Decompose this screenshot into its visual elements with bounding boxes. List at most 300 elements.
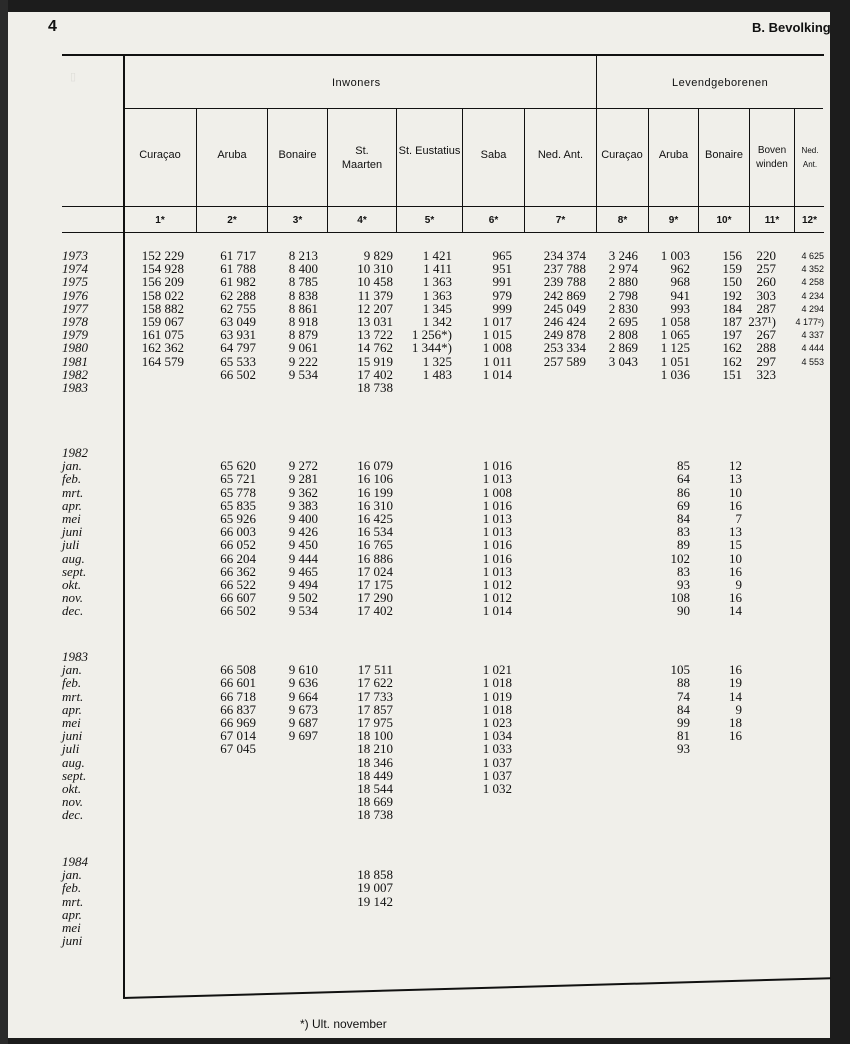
table-cell: 90 bbox=[677, 603, 690, 619]
table-cell: 66 362 bbox=[220, 563, 256, 579]
month-label: sept. bbox=[62, 563, 87, 579]
table-cell: 1 013 bbox=[482, 511, 512, 526]
table-cell: 18 346 bbox=[357, 754, 393, 770]
table-cell: 17 733 bbox=[357, 688, 393, 704]
table-cell: 246 424 bbox=[543, 314, 586, 329]
col-divider bbox=[196, 108, 197, 232]
table-cell: 63 049 bbox=[220, 314, 256, 329]
table-cell: 237 788 bbox=[543, 261, 586, 277]
table-cell: 9 534 bbox=[288, 603, 318, 619]
table-cell: 1 015 bbox=[482, 327, 512, 343]
monthly-1983-section bbox=[0, 650, 850, 830]
table-cell: 993 bbox=[670, 300, 690, 316]
table-cell: 3 043 bbox=[608, 353, 638, 369]
table-cell: 1 032 bbox=[482, 781, 512, 796]
monthly-1982-section bbox=[0, 446, 850, 626]
month-label: dec. bbox=[62, 603, 84, 619]
table-cell: 962 bbox=[670, 261, 690, 277]
table-cell: 7 bbox=[735, 511, 742, 526]
table-cell: 88 bbox=[677, 675, 690, 691]
table-cell: 93 bbox=[677, 741, 690, 757]
row-label: 1975 bbox=[62, 274, 88, 290]
table-cell: 162 362 bbox=[141, 340, 184, 356]
month-label: aug. bbox=[62, 550, 85, 566]
table-cell: 66 508 bbox=[220, 662, 256, 678]
table-cell: 303 bbox=[756, 287, 776, 303]
table-cell: 1 344*) bbox=[411, 340, 452, 356]
column-number: 1* bbox=[155, 215, 165, 226]
table-cell: 1 013 bbox=[482, 471, 512, 487]
table-cell: 66 607 bbox=[220, 590, 256, 606]
row-label: 1978 bbox=[62, 314, 88, 329]
month-label: apr. bbox=[62, 701, 82, 717]
table-cell: 1 008 bbox=[482, 340, 512, 356]
table-cell: 85 bbox=[677, 458, 690, 474]
table-cell: 9 362 bbox=[288, 484, 318, 500]
table-cell: 9 502 bbox=[288, 590, 318, 606]
col-divider bbox=[462, 108, 463, 232]
column-number: 8* bbox=[617, 215, 628, 226]
table-cell: 16 199 bbox=[357, 484, 393, 500]
table-cell: 18 bbox=[729, 715, 742, 730]
table-cell: 13 bbox=[729, 471, 742, 487]
table-cell: 999 bbox=[492, 300, 512, 316]
month-label: mrt. bbox=[62, 484, 84, 500]
row-label: 1980 bbox=[62, 340, 88, 356]
table-cell: 1 065 bbox=[660, 327, 690, 343]
table-cell: 941 bbox=[670, 287, 690, 303]
table-cell: 15 919 bbox=[357, 353, 393, 369]
table-cell: 16 886 bbox=[357, 550, 393, 566]
col-divider bbox=[396, 108, 397, 232]
table-cell: 9 829 bbox=[363, 248, 393, 263]
table-cell: 197 bbox=[722, 327, 742, 343]
table-cell: 9 bbox=[735, 701, 742, 717]
table-cell: 158 022 bbox=[141, 287, 184, 303]
table-cell: 65 835 bbox=[220, 497, 256, 513]
table-cell: 64 bbox=[677, 471, 690, 487]
table-cell: 8 918 bbox=[288, 314, 318, 329]
table-cell: 62 755 bbox=[220, 300, 256, 316]
table-cell: 10 bbox=[729, 484, 742, 500]
table-cell: 159 bbox=[722, 261, 742, 277]
col-divider bbox=[794, 108, 795, 232]
table-cell: 1 016 bbox=[482, 497, 512, 513]
table-cell: 1 008 bbox=[482, 484, 512, 500]
table-cell: 1 034 bbox=[482, 728, 512, 744]
table-cell: 158 882 bbox=[141, 300, 184, 316]
month-label: dec. bbox=[62, 807, 84, 823]
table-cell: 8 861 bbox=[288, 300, 318, 316]
table-cell: 10 bbox=[729, 550, 742, 566]
table-cell: 63 931 bbox=[220, 327, 256, 343]
table-cell: 1 016 bbox=[482, 458, 512, 474]
table-cell: 1 363 bbox=[422, 287, 452, 303]
table-cell: 9 673 bbox=[288, 701, 318, 717]
table-cell: 257 bbox=[756, 261, 776, 277]
table-cell: 1 003 bbox=[660, 248, 690, 263]
row-label: 1977 bbox=[62, 300, 88, 316]
table-cell: 1 016 bbox=[482, 537, 512, 553]
annual-section bbox=[0, 249, 850, 409]
month-label: juni bbox=[62, 933, 83, 949]
row-label: 1974 bbox=[62, 261, 88, 277]
table-cell: 1 051 bbox=[660, 353, 690, 369]
column-header: Bonaire bbox=[705, 149, 743, 161]
table-cell: 1 021 bbox=[482, 662, 512, 678]
table-cell: 4 444 bbox=[801, 343, 824, 354]
table-cell: 65 721 bbox=[220, 471, 256, 487]
table-cell: 83 bbox=[677, 524, 690, 540]
table-cell: 105 bbox=[670, 662, 690, 678]
table-cell: 239 788 bbox=[543, 274, 586, 290]
table-cell: 9 465 bbox=[288, 563, 318, 579]
section-year-label: 1984 bbox=[62, 854, 88, 869]
month-label: feb. bbox=[62, 675, 82, 691]
column-header: Boven winden bbox=[756, 145, 788, 170]
table-cell: 84 bbox=[677, 511, 690, 526]
table-cell: 9 610 bbox=[288, 662, 318, 678]
table-cell: 297 bbox=[756, 353, 776, 369]
header-bottom-rule bbox=[62, 206, 824, 207]
column-header: Curaçao bbox=[139, 149, 181, 161]
table-cell: 81 bbox=[677, 728, 690, 744]
table-cell: 8 785 bbox=[288, 274, 318, 290]
month-label: juli bbox=[62, 741, 80, 757]
table-cell: 1 325 bbox=[422, 353, 452, 369]
table-cell: 9 400 bbox=[288, 511, 318, 526]
table-cell: 4 294 bbox=[801, 303, 824, 314]
table-cell: 66 052 bbox=[220, 537, 256, 553]
col-divider bbox=[648, 108, 649, 232]
table-cell: 260 bbox=[756, 274, 776, 290]
table-cell: 8 213 bbox=[288, 248, 318, 263]
table-cell: 159 067 bbox=[141, 314, 184, 329]
table-cell: 1 411 bbox=[423, 261, 452, 277]
column-number: 11* bbox=[764, 215, 780, 226]
row-label: 1982 bbox=[62, 366, 88, 382]
table-cell: 4 177²) bbox=[795, 317, 824, 327]
table-cell: 968 bbox=[670, 274, 690, 290]
table-cell: 1 012 bbox=[482, 590, 512, 606]
column-number: 4* bbox=[357, 215, 367, 226]
table-cell: 14 bbox=[729, 688, 742, 704]
col-divider bbox=[524, 108, 525, 232]
month-label: mrt. bbox=[62, 893, 84, 909]
col-divider bbox=[698, 108, 699, 232]
column-number: 9* bbox=[668, 215, 679, 226]
table-cell: 86 bbox=[677, 484, 690, 500]
month-label: apr. bbox=[62, 497, 82, 513]
table-cell: 13 031 bbox=[357, 314, 393, 329]
month-label: okt. bbox=[62, 781, 82, 796]
month-label: jan. bbox=[62, 662, 82, 678]
table-cell: 66 601 bbox=[220, 675, 256, 691]
table-cell: 19 bbox=[729, 675, 742, 691]
table-cell: 979 bbox=[492, 287, 512, 303]
column-number: 2* bbox=[227, 215, 237, 226]
table-cell: 1 016 bbox=[482, 550, 512, 566]
table-cell: 237¹) bbox=[748, 314, 776, 329]
table-cell: 84 bbox=[677, 701, 690, 717]
table-cell: 18 210 bbox=[357, 741, 393, 757]
table-cell: 951 bbox=[492, 261, 512, 277]
table-cell: 66 522 bbox=[220, 577, 256, 592]
table-cell: 8 879 bbox=[288, 327, 318, 343]
table-cell: 66 502 bbox=[220, 366, 256, 382]
month-label: okt. bbox=[62, 577, 82, 592]
table-cell: 14 bbox=[729, 603, 742, 619]
table-cell: 3 246 bbox=[608, 248, 638, 263]
table-cell: 1 421 bbox=[422, 248, 452, 263]
column-header: Aruba bbox=[658, 149, 689, 161]
table-cell: 9 697 bbox=[288, 728, 318, 744]
table-cell: 61 788 bbox=[220, 261, 256, 277]
table-cell: 102 bbox=[670, 550, 690, 566]
month-label: juli bbox=[62, 537, 80, 553]
group-header-levendgeborenen: Levendgeborenen bbox=[672, 77, 769, 89]
table-cell: 17 511 bbox=[357, 662, 393, 678]
table-cell: 66 969 bbox=[220, 715, 256, 730]
month-label: mrt. bbox=[62, 688, 84, 704]
table-cell: 1 256*) bbox=[411, 327, 452, 343]
table-cell: 11 379 bbox=[357, 287, 393, 303]
table-cell: 1 363 bbox=[422, 274, 452, 290]
table-cell: 2 830 bbox=[608, 300, 638, 316]
table-cell: 8 838 bbox=[288, 287, 318, 303]
column-header: St. Maarten bbox=[341, 145, 383, 171]
table-cell: 17 402 bbox=[357, 366, 393, 382]
column-header: Aruba bbox=[217, 149, 247, 161]
table-cell: 1 019 bbox=[482, 688, 512, 704]
table-cell: 9 281 bbox=[288, 471, 318, 487]
month-label: nov. bbox=[62, 590, 84, 606]
column-number: 6* bbox=[488, 215, 499, 226]
table-cell: 1 037 bbox=[482, 767, 512, 783]
table-cell: 1 018 bbox=[482, 675, 512, 691]
month-label: mei bbox=[62, 715, 81, 730]
table-cell: 18 738 bbox=[357, 380, 393, 395]
table-cell: 257 589 bbox=[543, 353, 586, 369]
table-cell: 1 483 bbox=[422, 366, 452, 382]
table-cell: 17 975 bbox=[357, 715, 393, 730]
table-cell: 220 bbox=[756, 248, 776, 263]
table-cell: 4 625 bbox=[801, 251, 824, 261]
table-cell: 1 342 bbox=[422, 314, 452, 329]
table-cell: 2 798 bbox=[608, 287, 638, 303]
table-cell: 65 620 bbox=[220, 458, 256, 474]
table-cell: 64 797 bbox=[220, 340, 256, 356]
table-cell: 8 400 bbox=[288, 261, 318, 277]
table-cell: 4 352 bbox=[801, 264, 824, 275]
table-cell: 12 bbox=[729, 458, 742, 474]
table-cell: 192 bbox=[722, 287, 742, 303]
row-label: 1981 bbox=[62, 353, 88, 369]
table-cell: 253 334 bbox=[543, 340, 586, 356]
row-label: 1973 bbox=[62, 248, 88, 263]
table-cell: 108 bbox=[670, 590, 690, 606]
table-cell: 18 738 bbox=[357, 807, 393, 823]
col-divider bbox=[749, 108, 750, 232]
table-cell: 162 bbox=[722, 353, 742, 369]
table-cell: 9 383 bbox=[288, 497, 318, 513]
month-label: nov. bbox=[62, 794, 84, 810]
table-cell: 16 bbox=[729, 497, 742, 513]
table-cell: 162 bbox=[722, 340, 742, 356]
column-header: Ned. Ant. bbox=[537, 149, 584, 161]
table-cell: 14 762 bbox=[357, 340, 393, 356]
table-cell: 66 837 bbox=[220, 701, 256, 717]
table-cell: 184 bbox=[722, 300, 742, 316]
table-cell: 17 024 bbox=[357, 563, 393, 579]
table-cell: 65 926 bbox=[220, 511, 256, 526]
table-cell: 4 258 bbox=[801, 277, 824, 288]
month-label: mei bbox=[62, 920, 81, 935]
month-label: sept. bbox=[62, 767, 87, 783]
table-cell: 288 bbox=[756, 340, 776, 356]
table-cell: 2 808 bbox=[608, 327, 638, 343]
month-label: feb. bbox=[62, 471, 82, 487]
table-cell: 965 bbox=[492, 248, 512, 263]
row-label: 1979 bbox=[62, 327, 88, 343]
table-cell: 17 857 bbox=[357, 701, 393, 717]
table-cell: 234 374 bbox=[543, 248, 586, 263]
table-cell: 13 bbox=[729, 524, 742, 540]
table-top-rule bbox=[62, 54, 824, 56]
table-cell: 18 544 bbox=[357, 781, 393, 796]
table-cell: 2 695 bbox=[608, 314, 638, 329]
table-cell: 16 bbox=[729, 728, 742, 744]
table-cell: 151 bbox=[722, 366, 742, 382]
table-cell: 9 272 bbox=[288, 458, 318, 474]
colnum-rule bbox=[62, 232, 824, 233]
table-cell: 9 222 bbox=[288, 353, 318, 369]
table-cell: 9 494 bbox=[288, 577, 318, 592]
column-header: St. Eustatius bbox=[398, 145, 461, 157]
table-cell: 1 014 bbox=[482, 366, 512, 382]
month-label: jan. bbox=[62, 867, 82, 883]
table-cell: 9 bbox=[735, 577, 742, 592]
table-cell: 150 bbox=[722, 274, 742, 290]
table-cell: 67 014 bbox=[220, 728, 256, 744]
table-cell: 16 534 bbox=[357, 524, 393, 540]
table-cell: 13 722 bbox=[357, 327, 393, 343]
table-cell: 9 444 bbox=[288, 550, 318, 566]
table-cell: 65 533 bbox=[220, 353, 256, 369]
table-cell: 1 018 bbox=[482, 701, 512, 717]
table-cell: 1 012 bbox=[482, 577, 512, 592]
table-cell: 323 bbox=[756, 366, 776, 382]
table-cell: 1 058 bbox=[660, 314, 690, 329]
table-cell: 16 bbox=[729, 590, 742, 606]
table-cell: 93 bbox=[677, 577, 690, 592]
table-cell: 16 310 bbox=[357, 497, 393, 513]
table-cell: 66 718 bbox=[220, 688, 256, 704]
table-cell: 9 687 bbox=[288, 715, 318, 730]
table-cell: 161 075 bbox=[141, 327, 184, 343]
table-cell: 17 175 bbox=[357, 577, 393, 592]
table-cell: 4 553 bbox=[801, 356, 824, 367]
table-cell: 2 974 bbox=[608, 261, 638, 277]
table-cell: 1 011 bbox=[483, 353, 512, 369]
table-cell: 17 290 bbox=[357, 590, 393, 606]
table-cell: 16 765 bbox=[357, 537, 393, 553]
table-cell: 9 664 bbox=[288, 688, 318, 704]
table-cell: 242 869 bbox=[543, 287, 586, 303]
table-cell: 61 717 bbox=[220, 248, 256, 263]
month-label: apr. bbox=[62, 906, 82, 922]
group-divider bbox=[596, 56, 597, 232]
table-cell: 249 878 bbox=[543, 327, 586, 343]
table-cell: 267 bbox=[756, 327, 776, 343]
table-cell: 17 622 bbox=[357, 675, 393, 691]
table-cell: 16 079 bbox=[357, 458, 393, 474]
table-cell: 74 bbox=[677, 688, 690, 704]
column-number: 10* bbox=[716, 215, 732, 226]
table-cell: 66 204 bbox=[220, 550, 256, 566]
table-cell: 67 045 bbox=[220, 741, 256, 757]
section-year-label: 1983 bbox=[62, 649, 88, 664]
table-cell: 9 636 bbox=[288, 675, 318, 691]
table-cell: 1 014 bbox=[482, 603, 512, 619]
column-number: 5* bbox=[424, 215, 435, 226]
table-cell: 83 bbox=[677, 563, 690, 579]
table-cell: 66 502 bbox=[220, 603, 256, 619]
table-cell: 17 402 bbox=[357, 603, 393, 619]
table-cell: 156 209 bbox=[141, 274, 184, 290]
table-cell: 1 023 bbox=[482, 715, 512, 730]
column-number: 7* bbox=[555, 215, 566, 226]
table-cell: 1 013 bbox=[482, 563, 512, 579]
table-cell: 1 033 bbox=[482, 741, 512, 757]
table-cell: 16 bbox=[729, 563, 742, 579]
table-cell: 15 bbox=[729, 537, 742, 553]
table-cell: 9 061 bbox=[288, 340, 318, 356]
table-cell: 245 049 bbox=[543, 300, 586, 316]
table-cell: 16 425 bbox=[357, 511, 393, 526]
table-cell: 2 880 bbox=[608, 274, 638, 290]
table-cell: 187 bbox=[722, 314, 742, 329]
table-cell: 1 013 bbox=[482, 524, 512, 540]
column-header: Bonaire bbox=[278, 149, 317, 161]
table-cell: 1 125 bbox=[660, 340, 690, 356]
table-cell: 1 017 bbox=[482, 314, 512, 329]
month-label: mei bbox=[62, 511, 81, 526]
table-cell: 4 337 bbox=[801, 330, 824, 341]
month-label: juni bbox=[62, 524, 83, 540]
column-header: Ned. Ant. bbox=[801, 146, 819, 169]
table-cell: 65 778 bbox=[220, 484, 256, 500]
table-cell: 16 106 bbox=[357, 471, 393, 487]
col-divider bbox=[267, 108, 268, 232]
table-cell: 2 869 bbox=[608, 340, 638, 356]
table-cell: 9 426 bbox=[288, 524, 318, 540]
table-cell: 4 234 bbox=[801, 290, 824, 301]
row-label: 1983 bbox=[62, 380, 88, 395]
table-cell: 62 288 bbox=[220, 287, 256, 303]
bleed-through-mark: ▯ bbox=[70, 71, 77, 83]
table-cell: 156 bbox=[722, 248, 742, 263]
table-cell: 10 458 bbox=[357, 274, 393, 290]
table-cell: 9 450 bbox=[288, 537, 318, 553]
row-label: 1976 bbox=[62, 287, 88, 303]
month-label: juni bbox=[62, 728, 83, 744]
month-label: feb. bbox=[62, 880, 82, 896]
table-cell: 1 036 bbox=[660, 366, 690, 382]
page-number: 4 bbox=[48, 18, 57, 35]
table-cell: 16 bbox=[729, 662, 742, 678]
table-cell: 152 229 bbox=[141, 248, 184, 263]
